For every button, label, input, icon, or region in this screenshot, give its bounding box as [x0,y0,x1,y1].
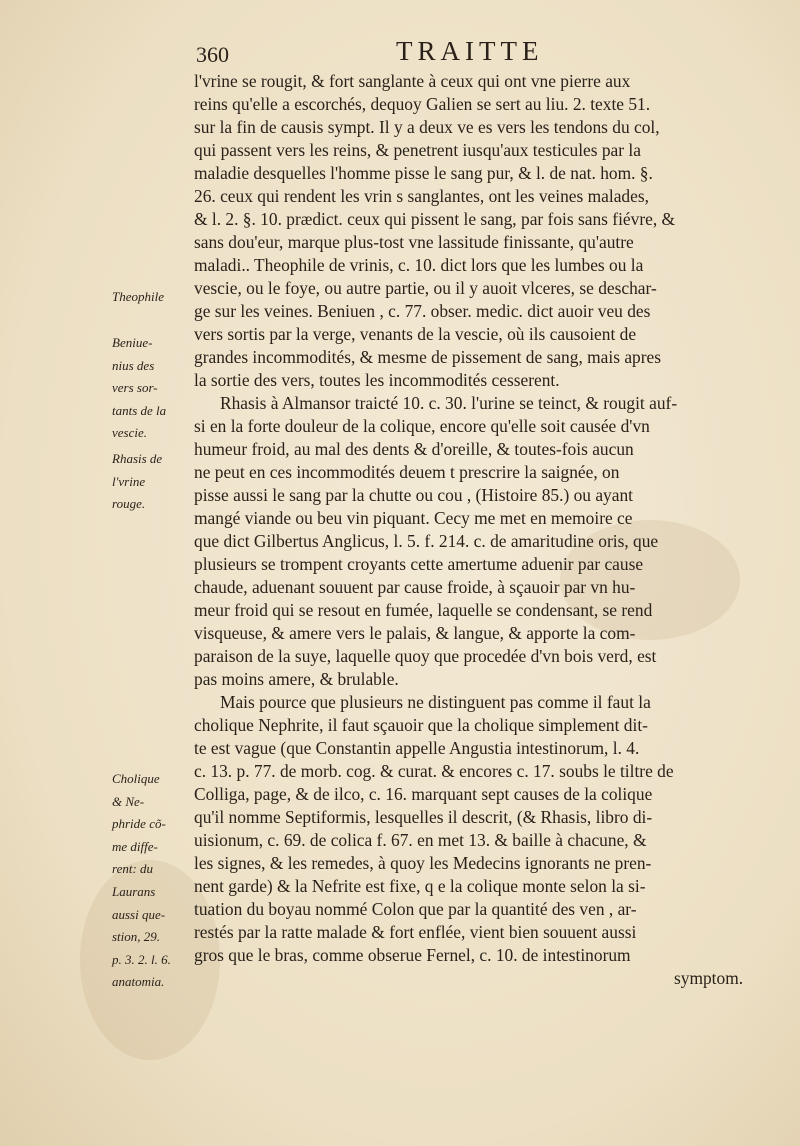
text-line: vescie, ou le foye, ou autre partie, ou il y auoit vlceres, se deschar- [194,278,657,298]
page-header [196,36,756,70]
text-line: la sortie des vers, toutes les incommodités cesserent. [194,370,560,390]
text-line: nent garde) & la Nefrite est fixe, q e la colique monte selon la si- [194,876,646,896]
text-line: qui passent vers les reins, & penetrent iusqu'aux testicules par la [194,140,641,160]
paragraph-start-line: Rhasis à Almansor traicté 10. c. 30. l'urine se teinct, & rougit auf- [220,393,678,413]
text-line: reins qu'elle a escorchés, dequoy Galien se sert au liu. 2. texte 51. [194,94,651,114]
text-line: ne peut en ces incommodités deuem t prescrire la saignée, on [194,462,620,482]
text-line: l'vrine se rougit, & fort sanglante à ceux qui ont vne pierre aux [194,71,631,91]
body-text [194,70,782,990]
text-line: c. 13. p. 77. de morb. cog. & curat. & encores c. 17. soubs le tiltre de [194,761,674,781]
margin-note-cholique: Cholique & Ne- phride cõ- me diffe- rent: du Laurans aussi que- stion, 29. p. 3. 2. l. 6. anatomia. [112,771,171,990]
text-line: meur froid qui se resout en fumée, laquelle se condensant, se rend [194,600,653,620]
text-line: que dict Gilbertus Anglicus, l. 5. f. 214. c. de amaritudine oris, que [194,531,659,551]
text-line: ge sur les veines. Beniuen , c. 77. obser. medic. dict auoir veu des [194,301,651,321]
text-line: visqueuse, & amere vers le palais, & langue, & apporte la com- [194,623,636,643]
paragraph-start-line: Mais pource que plusieurs ne distinguent pas comme il faut la [220,692,651,712]
margin-note-beniuenius: Beniue- nius des vers sor- tants de la vescie. [112,335,167,441]
text-line: gros que le bras, comme obserue Fernel, c. 10. de intestinorum [194,945,631,965]
text-line: grandes incommodités, & mesme de pissement de sang, mais apres [194,347,662,367]
text-line: symptom. [674,968,744,988]
text-line: pisse aussi le sang par la chutte ou cou , (Histoire 85.) ou ayant [194,485,634,505]
text-line: maladi.. Theophile de vrinis, c. 10. dict lors que les lumbes ou la [194,255,644,275]
text-line: vers sortis par la verge, venants de la vescie, où ils causoient de [194,324,637,344]
text-line: tuation du boyau nommé Colon que par la quantité des ven , ar- [194,899,637,919]
running-title: TRAITTE [396,36,544,66]
text-line: si en la forte douleur de la colique, encore qu'elle soit causée d'vn [194,416,650,436]
text-line: pas moins amere, & brulable. [194,669,399,689]
text-line: sur la fin de causis sympt. Il y a deux ve es vers les tendons du col, [194,117,660,137]
page-number: 360 [196,42,229,67]
text-line: 26. ceux qui rendent les vrin s sanglantes, ont les veines malades, [194,186,649,206]
text-line: & l. 2. §. 10. prædict. ceux qui pissent le sang, par fois sans fiévre, & [194,209,676,229]
text-line: chaude, aduenant souuent par cause froide, à sçauoir par vn hu- [194,577,636,597]
text-line: restés par la ratte malade & fort enflée, vient bien souuent aussi [194,922,637,942]
text-line: paraison de la suye, laquelle quoy que procedée d'vn bois verd, est [194,646,657,666]
text-line: les signes, & les remedes, à quoy les Medecins ignorants ne pren- [194,853,652,873]
text-line: qu'il nomme Septiformis, lesquelles il descrit, (& Rhasis, libro di- [194,807,653,827]
text-line: sans dou'eur, marque plus-tost vne lassitude finissante, qu'autre [194,232,634,252]
margin-note-theophile: Theophile [112,289,164,304]
text-line: plusieurs se trompent croyants cette amertume aduenir par cause [194,554,644,574]
text-line: humeur froid, au mal des dents & d'oreille, & toutes-fois aucun [194,439,634,459]
margin-note-rhasis: Rhasis de l'vrine rouge. [112,451,163,512]
text-line: uisionum, c. 69. de colica f. 67. en met 13. & baille à chacune, & [194,830,647,850]
text-line: mangé viande ou beu vin piquant. Cecy me met en memoire ce [194,508,633,528]
text-line: te est vague (que Constantin appelle Angustia intestinorum, l. 4. [194,738,640,758]
text-line: cholique Nephrite, il faut sçauoir que la cholique simplement dit- [194,715,648,735]
text-line: Colliga, page, & de ilco, c. 16. marquant sept causes de la colique [194,784,653,804]
text-line: maladie desquelles l'homme pisse le sang pur, & l. de nat. hom. §. [194,163,653,183]
